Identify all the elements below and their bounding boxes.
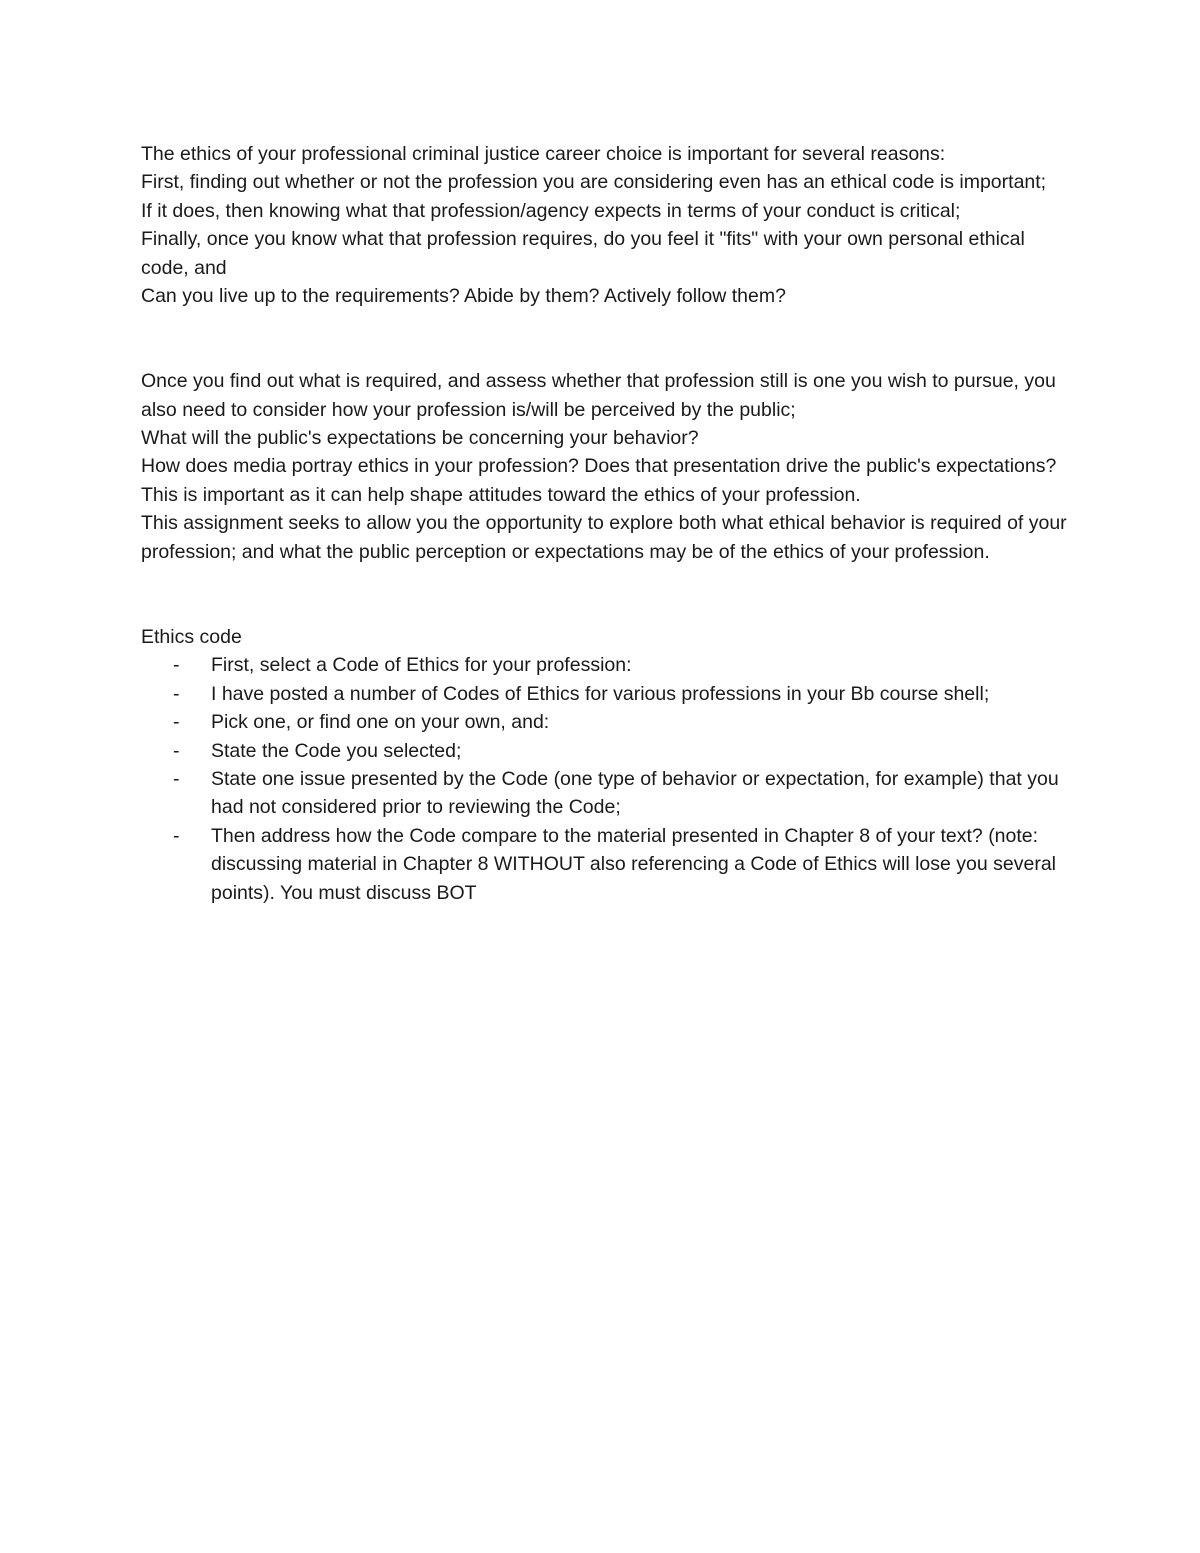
blank-space (141, 566, 1071, 623)
list-item (141, 765, 1071, 822)
perception-line: Once you find out what is required, and assess whether that profession still is one you wish to pursue, you also need to consider how your profession is/will be perceived by the public; (141, 370, 1056, 421)
list-item-text: First, select a Code of Ethics for your profession: (211, 654, 632, 677)
dash-bullet-icon: - (173, 711, 180, 734)
blank-space (141, 310, 1071, 367)
list-item-text: Then address how the Code compare to the material presented in Chapter 8 of your text? (note: discussing material in Chapter 8 WITHOUT also referencing a Code of Ethics will lose you several points). You must discuss BOT (211, 824, 1056, 904)
intro-paragraph (141, 140, 1071, 310)
perception-line: How does media portray ethics in your profession? Does that presentation drive the public's expectations? This is important as it can help shape attitudes toward the ethics of your profession. (141, 455, 1057, 506)
list-item (141, 737, 1071, 765)
ethics-code-section (141, 623, 1071, 907)
intro-line: First, finding out whether or not the profession you are considering even has an ethical code is important; (141, 171, 1047, 194)
ethics-code-list (141, 651, 1071, 907)
list-item (141, 680, 1071, 708)
list-item-text: State one issue presented by the Code (one type of behavior or expectation, for example) that you had not considered prior to reviewing the Code; (211, 767, 1059, 819)
intro-line: Finally, once you know what that profession requires, do you feel it "fits" with your own personal ethical code, and (141, 228, 1025, 279)
document-page (141, 140, 1071, 907)
dash-bullet-icon: - (173, 824, 180, 847)
dash-bullet-icon: - (173, 682, 180, 705)
perception-line: What will the public's expectations be concerning your behavior? (141, 427, 699, 450)
dash-bullet-icon: - (173, 654, 180, 677)
list-item-text: Pick one, or find one on your own, and: (211, 711, 550, 734)
section-title: Ethics code (141, 625, 242, 648)
list-item (141, 708, 1071, 736)
intro-line: The ethics of your professional criminal justice career choice is important for several reasons: (141, 143, 946, 165)
perception-paragraph (141, 367, 1071, 566)
list-item (141, 651, 1071, 679)
list-item (141, 822, 1071, 907)
intro-line: Can you live up to the requirements? Abide by them? Actively follow them? (141, 285, 786, 308)
list-item-text: I have posted a number of Codes of Ethics for various professions in your Bb course shell; (211, 682, 990, 705)
dash-bullet-icon: - (173, 767, 180, 790)
intro-line: If it does, then knowing what that profession/agency expects in terms of your conduct is critical; (141, 199, 961, 222)
list-item-text: State the Code you selected; (211, 739, 462, 762)
dash-bullet-icon: - (173, 739, 180, 762)
perception-line: This assignment seeks to allow you the opportunity to explore both what ethical behavior is required of your profession; and what the public perception or expectations may be of the ethics of your profession. (141, 512, 1067, 563)
